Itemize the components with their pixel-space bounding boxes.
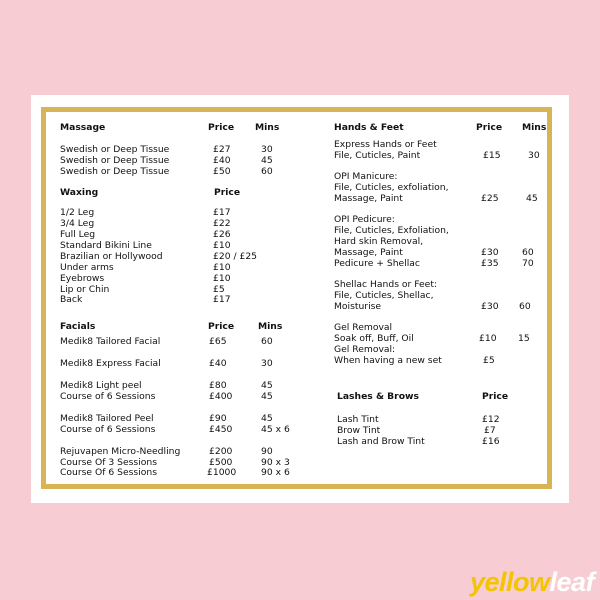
facials-item-mins: 45 x 6 xyxy=(261,424,290,435)
hands-feet-price: £35 xyxy=(481,258,499,269)
hands-feet-line: Moisturise xyxy=(334,301,382,312)
hands-feet-line: OPI Manicure: xyxy=(334,171,398,182)
facials-item-name: Medik8 Tailored Facial xyxy=(60,336,161,347)
massage-item-mins: 60 xyxy=(261,166,273,177)
hands-feet-mins: 45 xyxy=(526,193,538,204)
waxing-item-name: Eyebrows xyxy=(60,273,105,284)
hands-feet-mins-header: Mins xyxy=(522,122,547,133)
lashes-brows-title: Lashes & Brows xyxy=(337,391,419,402)
waxing-item-name: Back xyxy=(60,294,83,305)
waxing-item-name: Brazilian or Hollywood xyxy=(60,251,163,262)
hands-feet-line: OPI Pedicure: xyxy=(334,214,395,225)
facials-item-price: £65 xyxy=(209,336,227,347)
facials-title: Facials xyxy=(60,321,96,332)
massage-item-name: Swedish or Deep Tissue xyxy=(60,144,170,155)
facials-price-header: Price xyxy=(208,321,235,332)
hands-feet-line: File, Cuticles, Shellac, xyxy=(334,290,434,301)
massage-price-header: Price xyxy=(208,122,235,133)
hands-feet-title: Hands & Feet xyxy=(334,122,404,133)
facials-item-name: Course of 6 Sessions xyxy=(60,391,156,402)
hands-feet-line: When having a new set xyxy=(334,355,442,366)
facials-item-name: Rejuvapen Micro-Needling xyxy=(60,446,181,457)
waxing-price-header: Price xyxy=(214,187,241,198)
facials-item-mins: 45 xyxy=(261,391,273,402)
lashes-item-price: £7 xyxy=(484,425,496,436)
hands-feet-line: Soak off, Buff, Oil xyxy=(334,333,414,344)
facials-item-mins: 90 x 6 xyxy=(261,467,290,478)
facials-item-mins: 30 xyxy=(261,358,273,369)
massage-item-name: Swedish or Deep Tissue xyxy=(60,166,170,177)
facials-item-price: £200 xyxy=(209,446,233,457)
facials-item-mins: 90 xyxy=(261,446,273,457)
massage-item-mins: 45 xyxy=(261,155,273,166)
facials-item-price: £80 xyxy=(209,380,227,391)
hands-feet-line: Pedicure + Shellac xyxy=(334,258,420,269)
massage-mins-header: Mins xyxy=(255,122,280,133)
waxing-item-name: Lip or Chin xyxy=(60,284,110,295)
lashes-item-name: Brow Tint xyxy=(337,425,381,436)
hands-feet-line: Express Hands or Feet xyxy=(334,139,437,150)
facials-item-price: £1000 xyxy=(207,467,237,478)
facials-item-name: Medik8 Express Facial xyxy=(60,358,161,369)
logo-leaf-text: leaf xyxy=(549,567,595,597)
facials-item-price: £90 xyxy=(209,413,227,424)
hands-feet-price: £30 xyxy=(481,301,499,312)
facials-item-mins: 90 x 3 xyxy=(261,457,290,468)
facials-item-name: Course Of 3 Sessions xyxy=(60,457,157,468)
hands-feet-line: File, Cuticles, exfoliation, xyxy=(334,182,449,193)
hands-feet-price-header: Price xyxy=(476,122,503,133)
waxing-item-name: 3/4 Leg xyxy=(60,218,95,229)
hands-feet-line: Gel Removal xyxy=(334,322,393,333)
waxing-item-name: Standard Bikini Line xyxy=(60,240,152,251)
lashes-item-name: Lash Tint xyxy=(337,414,379,425)
massage-item-price: £40 xyxy=(213,155,231,166)
facials-item-name: Medik8 Light peel xyxy=(60,380,142,391)
massage-item-price: £27 xyxy=(213,144,231,155)
massage-title: Massage xyxy=(60,122,106,133)
hands-feet-price: £10 xyxy=(479,333,497,344)
massage-item-name: Swedish or Deep Tissue xyxy=(60,155,170,166)
waxing-item-price: £10 xyxy=(213,273,231,284)
facials-item-price: £500 xyxy=(209,457,233,468)
facials-mins-header: Mins xyxy=(258,321,283,332)
hands-feet-price: £30 xyxy=(481,247,499,258)
lashes-item-name: Lash and Brow Tint xyxy=(337,436,425,447)
waxing-title: Waxing xyxy=(60,187,99,198)
hands-feet-mins: 70 xyxy=(522,258,534,269)
hands-feet-price: £25 xyxy=(481,193,499,204)
hands-feet-line: File, Cuticles, Exfoliation, xyxy=(334,225,449,236)
hands-feet-mins: 30 xyxy=(528,150,540,161)
hands-feet-line: File, Cuticles, Paint xyxy=(334,150,421,161)
massage-item-price: £50 xyxy=(213,166,231,177)
facials-item-name: Medik8 Tailored Peel xyxy=(60,413,154,424)
lashes-item-price: £16 xyxy=(482,436,500,447)
hands-feet-price: £15 xyxy=(483,150,501,161)
facials-item-mins: 45 xyxy=(261,413,273,424)
hands-feet-price: £5 xyxy=(483,355,495,366)
facials-item-name: Course of 6 Sessions xyxy=(60,424,156,435)
logo-yellow-text: yellow xyxy=(470,567,550,597)
waxing-item-price: £10 xyxy=(213,240,231,251)
hands-feet-line: Gel Removal: xyxy=(334,344,396,355)
waxing-item-name: 1/2 Leg xyxy=(60,207,95,218)
lashes-brows-price-header: Price xyxy=(482,391,509,402)
facials-item-mins: 45 xyxy=(261,380,273,391)
facials-item-name: Course Of 6 Sessions xyxy=(60,467,157,478)
massage-item-mins: 30 xyxy=(261,144,273,155)
waxing-item-price: £22 xyxy=(213,218,231,229)
hands-feet-mins: 60 xyxy=(522,247,534,258)
lashes-item-price: £12 xyxy=(482,414,500,425)
hands-feet-mins: 60 xyxy=(519,301,531,312)
hands-feet-line: Shellac Hands or Feet: xyxy=(334,279,438,290)
waxing-item-name: Full Leg xyxy=(60,229,96,240)
facials-item-price: £450 xyxy=(209,424,233,435)
hands-feet-line: Massage, Paint xyxy=(334,247,403,258)
hands-feet-line: Hard skin Removal, xyxy=(334,236,424,247)
waxing-item-price: £26 xyxy=(213,229,231,240)
yellowleaf-logo xyxy=(470,567,594,598)
hands-feet-line: Massage, Paint xyxy=(334,193,403,204)
facials-item-price: £400 xyxy=(209,391,233,402)
hands-feet-mins: 15 xyxy=(518,333,530,344)
facials-item-mins: 60 xyxy=(261,336,273,347)
waxing-item-price: £20 / £25 xyxy=(213,251,258,262)
waxing-item-name: Under arms xyxy=(60,262,114,273)
waxing-item-price: £17 xyxy=(213,294,231,305)
waxing-item-price: £5 xyxy=(213,284,225,295)
waxing-item-price: £10 xyxy=(213,262,231,273)
facials-item-price: £40 xyxy=(209,358,227,369)
waxing-item-price: £17 xyxy=(213,207,231,218)
